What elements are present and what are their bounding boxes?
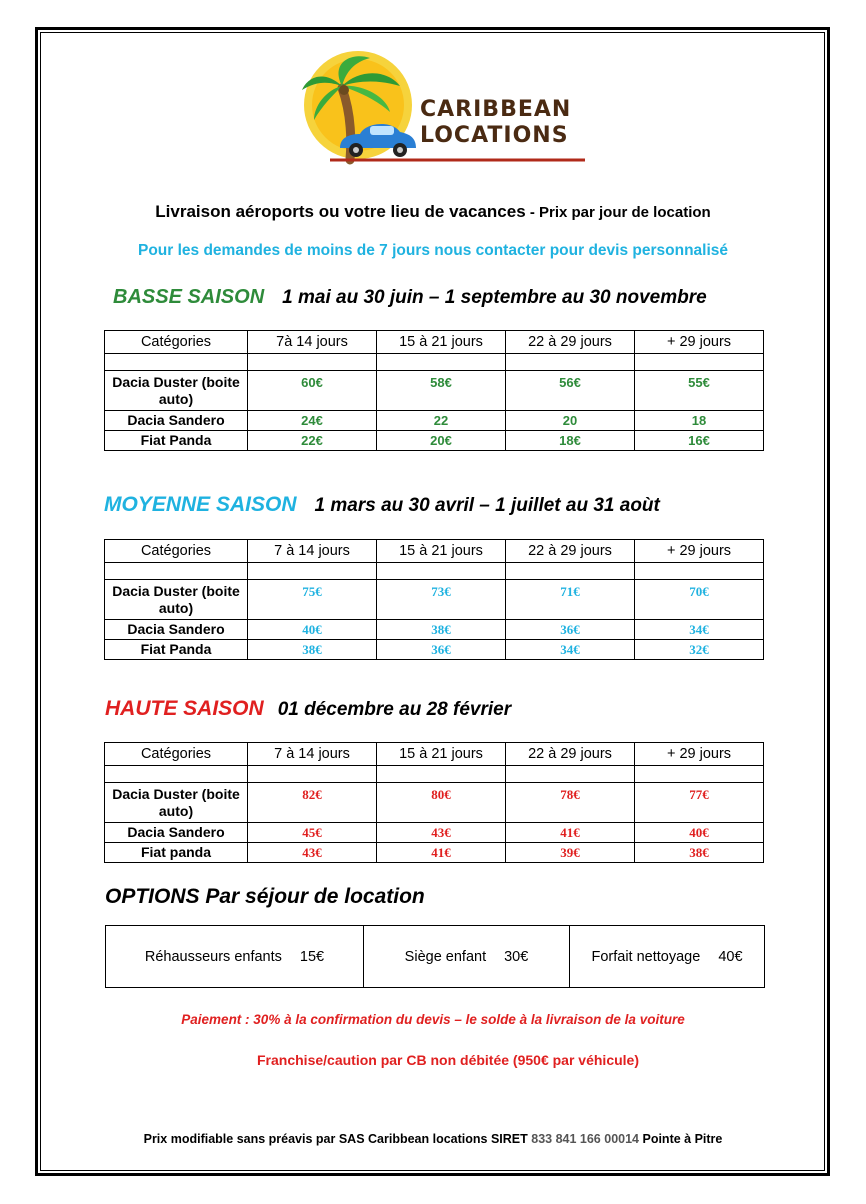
- season-heading-moyenne: [104, 493, 660, 517]
- price-cell: 80€: [377, 783, 506, 823]
- price-cell: 32€: [635, 640, 764, 660]
- price-cell: 36€: [377, 640, 506, 660]
- category-cell: Fiat Panda: [105, 431, 248, 451]
- season-name: BASSE SAISON: [113, 286, 265, 308]
- footer-city: Pointe à Pitre: [642, 1132, 723, 1146]
- col-header: 22 à 29 jours: [506, 540, 635, 563]
- price-cell: 40€: [248, 620, 377, 640]
- footer-text: Prix modifiable sans préavis par SAS Caribbean locations SIRET: [143, 1132, 528, 1146]
- rates-table-haute: [104, 742, 764, 863]
- table-row: [105, 431, 764, 451]
- col-header: + 29 jours: [635, 540, 764, 563]
- category-cell: Fiat Panda: [105, 640, 248, 660]
- price-cell: 39€: [506, 843, 635, 863]
- category-cell: Dacia Sandero: [105, 823, 248, 843]
- col-header: 7 à 14 jours: [248, 743, 377, 766]
- rates-table-basse: [104, 330, 764, 451]
- col-header: + 29 jours: [635, 743, 764, 766]
- col-header: 7 à 14 jours: [248, 540, 377, 563]
- option-price: 40€: [718, 948, 743, 965]
- season-heading-basse: [113, 286, 707, 309]
- col-header: 15 à 21 jours: [377, 540, 506, 563]
- season-dates: 1 mai au 30 juin – 1 septembre au 30 novembre: [282, 287, 707, 308]
- price-note: - Prix par jour de location: [525, 204, 711, 221]
- price-cell: 78€: [506, 783, 635, 823]
- logo-wordmark: [420, 97, 571, 149]
- price-cell: 70€: [635, 580, 764, 620]
- price-cell: 43€: [248, 843, 377, 863]
- option-label: Réhausseurs enfants: [144, 948, 282, 965]
- col-header: 22 à 29 jours: [506, 743, 635, 766]
- table-row: [105, 783, 764, 823]
- option-cell: [106, 926, 364, 988]
- category-cell: Dacia Duster (boite auto): [105, 371, 248, 411]
- table-row: [105, 371, 764, 411]
- options-table: [105, 925, 765, 988]
- logo-line1: CARIBBEAN: [420, 97, 572, 122]
- contact-note: Pour les demandes de moins de 7 jours nous contacter pour devis personnalisé: [137, 242, 729, 259]
- price-cell: 43€: [377, 823, 506, 843]
- table-row: [105, 580, 764, 620]
- delivery-text: Livraison aéroports ou votre lieu de vacances: [155, 202, 526, 221]
- table-row: [105, 620, 764, 640]
- logo-line2: LOCATIONS: [420, 123, 569, 148]
- category-cell: Fiat panda: [105, 843, 248, 863]
- price-cell: 20: [506, 411, 635, 431]
- price-cell: 58€: [377, 371, 506, 411]
- category-cell: Dacia Duster (boite auto): [105, 783, 248, 823]
- price-cell: 77€: [635, 783, 764, 823]
- price-cell: 38€: [248, 640, 377, 660]
- category-cell: Dacia Sandero: [105, 411, 248, 431]
- option-label: Siège enfant: [404, 948, 487, 965]
- price-cell: 20€: [377, 431, 506, 451]
- price-cell: 22€: [248, 431, 377, 451]
- col-header: 15 à 21 jours: [377, 743, 506, 766]
- franchise-note: Franchise/caution par CB non débitée (950€ par véhicule): [257, 1052, 639, 1068]
- col-header: 15 à 21 jours: [377, 331, 506, 354]
- price-cell: 18€: [506, 431, 635, 451]
- delivery-heading: [0, 202, 866, 222]
- price-cell: 41€: [506, 823, 635, 843]
- season-dates: 1 mars au 30 avril – 1 juillet au 31 aoùt: [314, 495, 660, 516]
- price-cell: 75€: [248, 580, 377, 620]
- season-dates: 01 décembre au 28 février: [277, 699, 512, 720]
- season-name: MOYENNE SAISON: [104, 493, 297, 516]
- price-cell: 24€: [248, 411, 377, 431]
- siret-number: 833 841 166 00014: [531, 1132, 639, 1146]
- price-cell: 45€: [248, 823, 377, 843]
- col-header: + 29 jours: [635, 331, 764, 354]
- price-cell: 56€: [506, 371, 635, 411]
- option-price: 30€: [504, 948, 529, 965]
- price-cell: 60€: [248, 371, 377, 411]
- price-cell: 71€: [506, 580, 635, 620]
- table-row: [105, 823, 764, 843]
- option-cell: [364, 926, 570, 988]
- option-label: Forfait nettoyage: [591, 948, 701, 965]
- season-heading-haute: [105, 697, 511, 721]
- table-row: [105, 843, 764, 863]
- rates-table-moyenne: [104, 539, 764, 660]
- price-cell: 18: [635, 411, 764, 431]
- option-price: 15€: [299, 948, 325, 965]
- col-header: Catégories: [105, 331, 248, 354]
- price-cell: 34€: [506, 640, 635, 660]
- price-cell: 73€: [377, 580, 506, 620]
- footer: [0, 1132, 866, 1146]
- category-cell: Dacia Duster (boite auto): [105, 580, 248, 620]
- price-cell: 38€: [377, 620, 506, 640]
- options-title: OPTIONS Par séjour de location: [105, 885, 425, 908]
- table-row: [105, 411, 764, 431]
- price-cell: 55€: [635, 371, 764, 411]
- price-cell: 40€: [635, 823, 764, 843]
- price-cell: 36€: [506, 620, 635, 640]
- payment-terms: Paiement : 30% à la confirmation du devis – le solde à la livraison de la voiture: [181, 1012, 685, 1027]
- category-cell: Dacia Sandero: [105, 620, 248, 640]
- season-name: HAUTE SAISON: [105, 697, 264, 720]
- price-cell: 34€: [635, 620, 764, 640]
- price-cell: 38€: [635, 843, 764, 863]
- price-cell: 41€: [377, 843, 506, 863]
- col-header: Catégories: [105, 743, 248, 766]
- price-cell: 22: [377, 411, 506, 431]
- price-cell: 82€: [248, 783, 377, 823]
- col-header: 7à 14 jours: [248, 331, 377, 354]
- col-header: Catégories: [105, 540, 248, 563]
- option-cell: [570, 926, 765, 988]
- price-cell: 16€: [635, 431, 764, 451]
- table-row: [105, 640, 764, 660]
- col-header: 22 à 29 jours: [506, 331, 635, 354]
